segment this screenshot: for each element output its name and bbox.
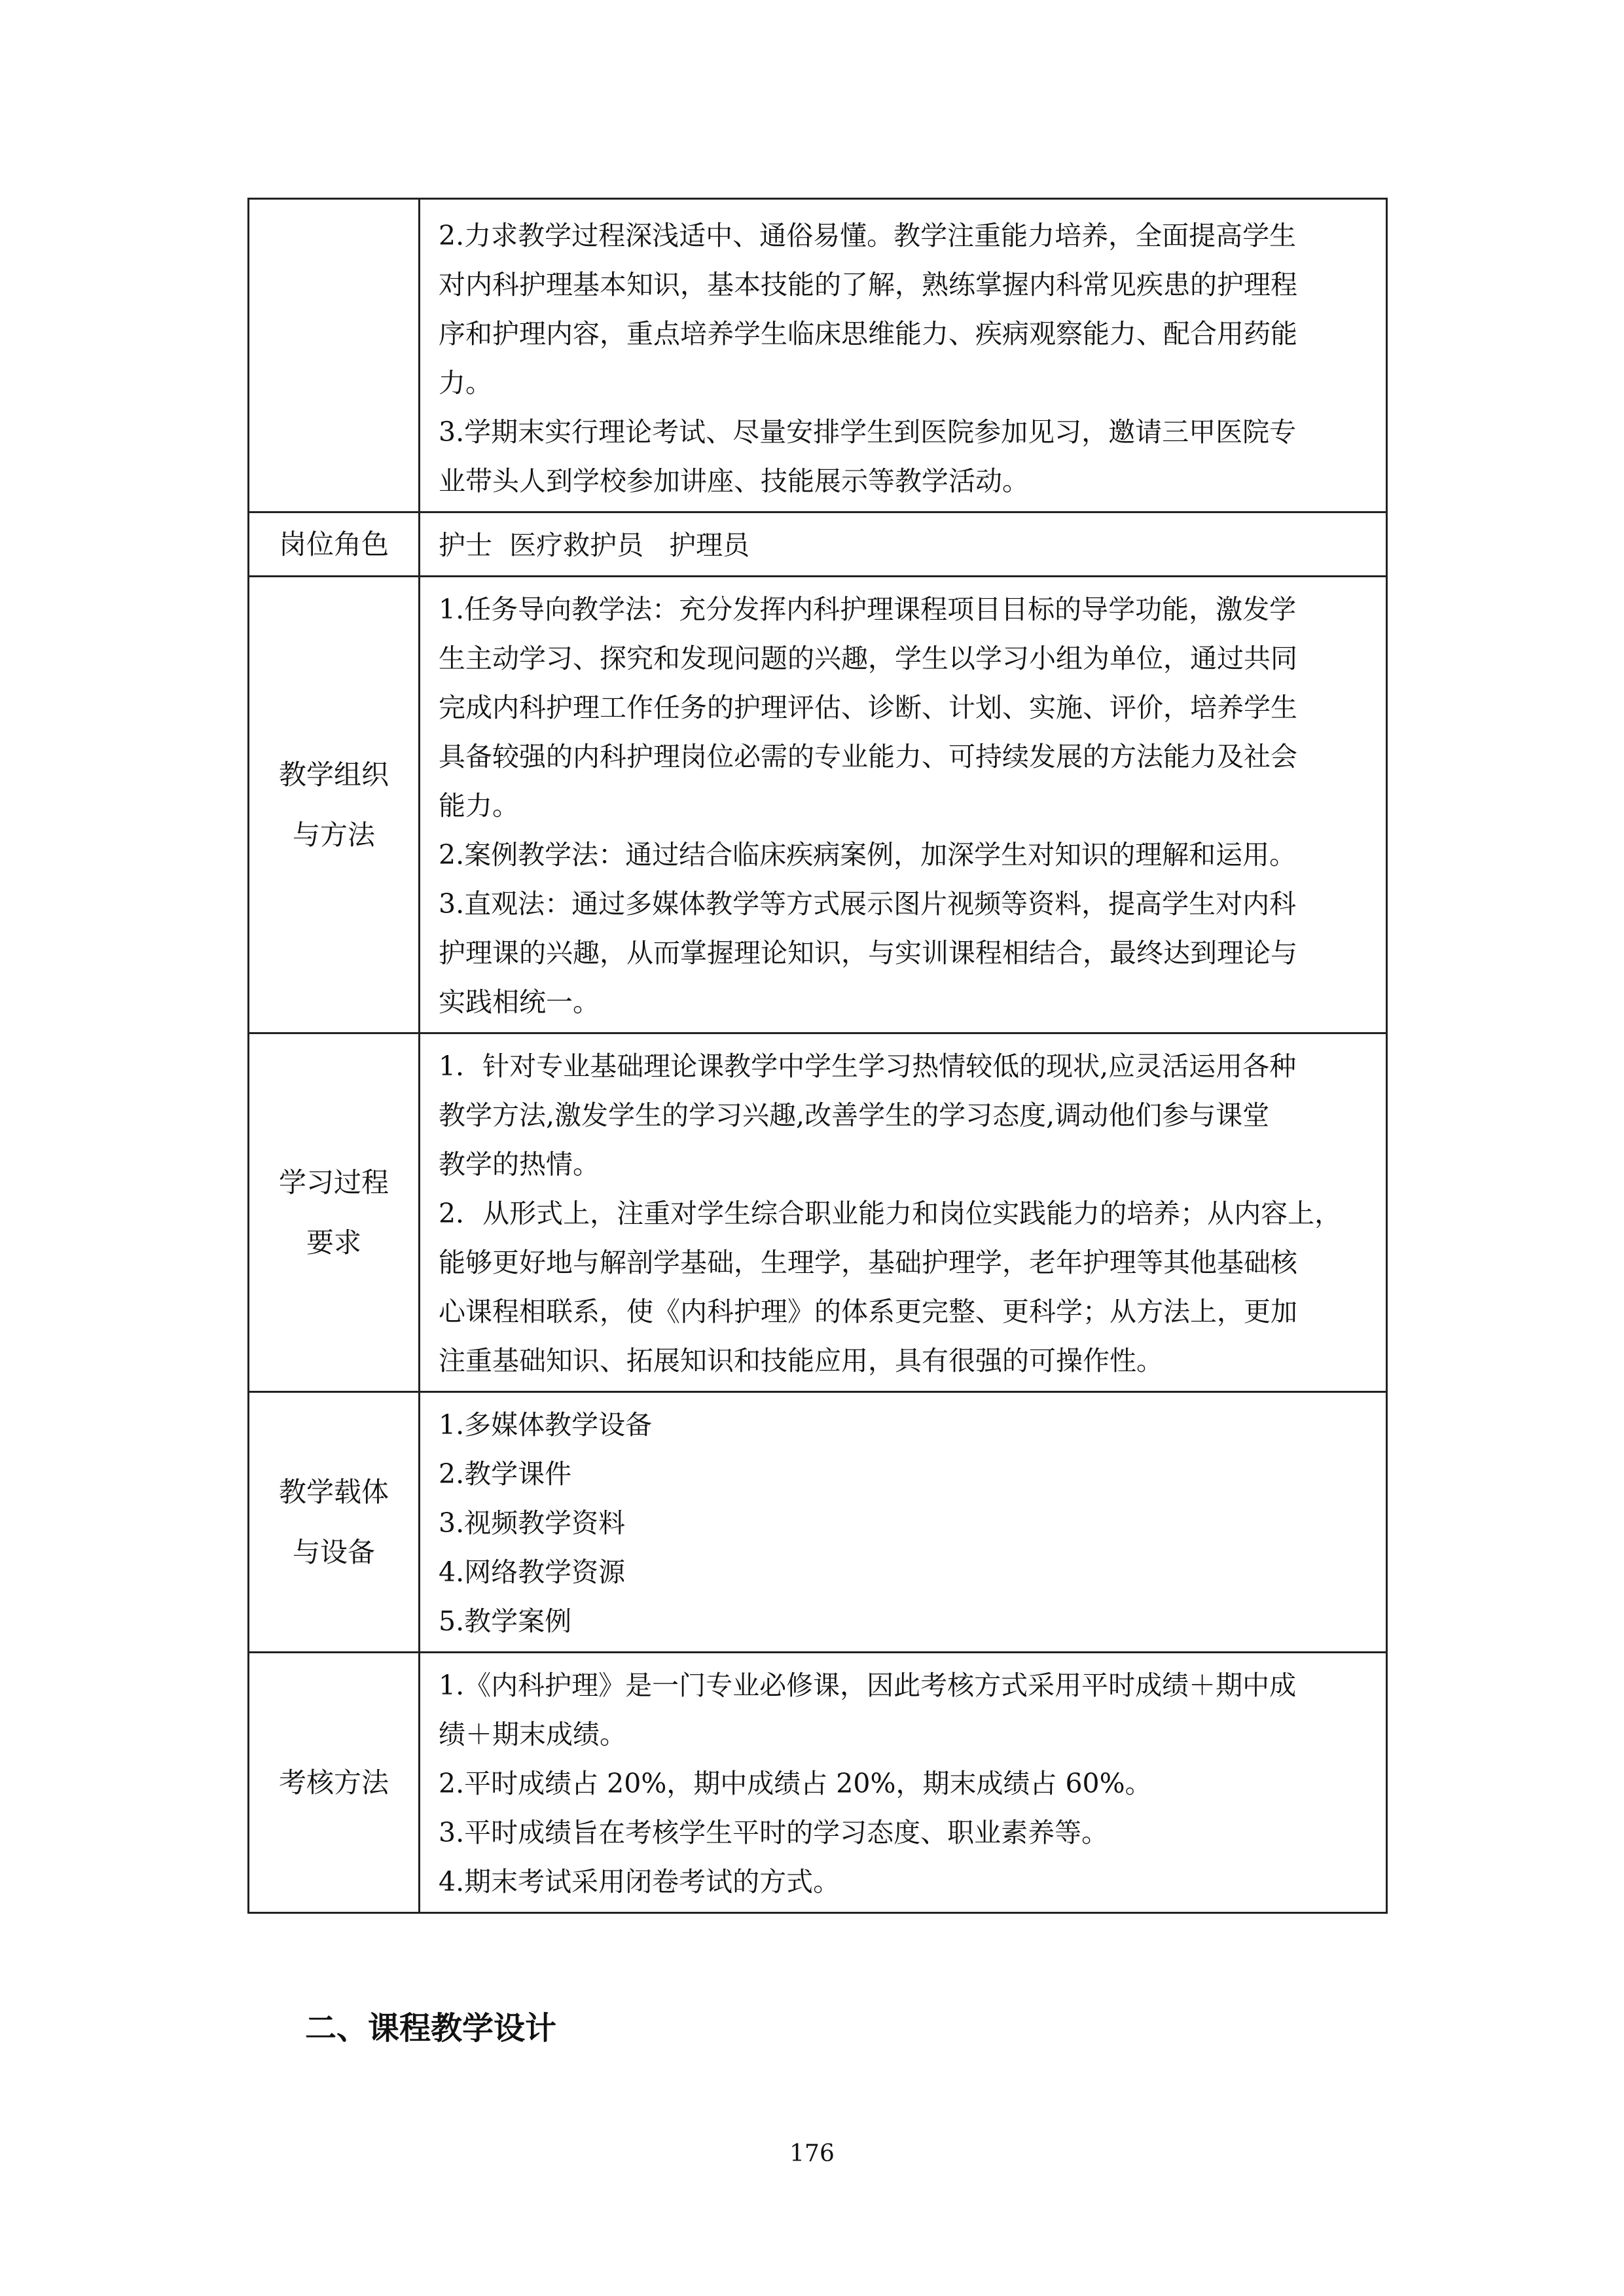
- text-line: 2.平时成绩占 20%，期中成绩占 20%，期末成绩占 60%。: [439, 1768, 1152, 1799]
- row-label: 岗位角色: [249, 512, 420, 577]
- row-label-line: 要求: [306, 1226, 361, 1259]
- table-row: [249, 1392, 1387, 1653]
- text-line: 实践相统一。: [439, 986, 600, 1018]
- table-row: [249, 1653, 1387, 1913]
- page-number: 176: [789, 2140, 835, 2167]
- text-line: 绩＋期末成绩。: [439, 1719, 626, 1750]
- table-row: [249, 199, 1387, 512]
- row-label-line: 学习过程: [278, 1166, 389, 1198]
- text-line: 教学方法,激发学生的学习兴趣,改善学生的学习态度,调动他们参与课堂: [439, 1100, 1270, 1131]
- table-row: [249, 512, 1387, 577]
- text-line: 能够更好地与解剖学基础，生理学，基础护理学，老年护理等其他基础核: [439, 1247, 1297, 1278]
- text-line: 3.学期末实行理论考试、尽量安排学生到医院参加见习，邀请三甲医院专: [439, 416, 1297, 448]
- row-label: [249, 1033, 420, 1392]
- text-line: 3.视频教学资料: [439, 1507, 626, 1539]
- row-label-line: 与设备: [292, 1535, 375, 1568]
- text-line: 具备较强的内科护理岗位必需的专业能力、可持续发展的方法能力及社会: [439, 741, 1297, 772]
- text-line: 1.多媒体教学设备: [439, 1409, 653, 1441]
- text-line: 4.网络教学资源: [439, 1556, 626, 1588]
- text-line: 护士 医疗救护员 护理员: [439, 529, 750, 561]
- section-heading: 二、课程教学设计: [305, 2010, 557, 2047]
- row-label: [249, 1392, 420, 1653]
- text-line: 对内科护理基本知识，基本技能的了解，熟练掌握内科常见疾患的护理程: [439, 269, 1297, 300]
- row-label: 考核方法: [249, 1653, 420, 1913]
- text-line: 5.教学案例: [439, 1605, 572, 1637]
- text-line: 1.任务导向教学法：充分发挥内科护理课程项目目标的导学功能，激发学: [439, 594, 1297, 625]
- text-line: 1．针对专业基础理论课教学中学生学习热情较低的现状,应灵活运用各种: [439, 1050, 1297, 1082]
- text-line: 力。: [439, 367, 492, 399]
- text-line: 3.平时成绩旨在考核学生平时的学习态度、职业素养等。: [439, 1817, 1109, 1848]
- text-line: 教学的热情。: [439, 1149, 600, 1180]
- row-label-line: 与方法: [292, 818, 375, 851]
- text-line: 心课程相联系，使《内科护理》的体系更完整、更科学；从方法上，更加: [439, 1296, 1297, 1327]
- text-line: 2.教学课件: [439, 1458, 572, 1490]
- course-table: [247, 198, 1388, 1914]
- text-line: 1.《内科护理》是一门专业必修课，因此考核方式采用平时成绩＋期中成: [439, 1670, 1297, 1701]
- row-content: [420, 1653, 1387, 1913]
- text-line: 4.期末考试采用闭卷考试的方式。: [439, 1866, 840, 1897]
- row-content: [420, 199, 1387, 512]
- text-line: 完成内科护理工作任务的护理评估、诊断、计划、实施、评价，培养学生: [439, 692, 1297, 723]
- text-line: 护理课的兴趣，从而掌握理论知识，与实训课程相结合，最终达到理论与: [439, 937, 1297, 969]
- row-label-empty: [249, 199, 420, 512]
- row-content: [420, 577, 1387, 1033]
- text-line: 生主动学习、探究和发现问题的兴趣，学生以学习小组为单位，通过共同: [439, 643, 1297, 674]
- table-row: [249, 577, 1387, 1033]
- table-row: [249, 1033, 1387, 1392]
- row-label-line: 教学组织: [278, 758, 389, 791]
- text-line: 序和护理内容，重点培养学生临床思维能力、疾病观察能力、配合用药能: [439, 318, 1297, 350]
- text-line: 2．从形式上，注重对学生综合职业能力和岗位实践能力的培养；从内容上，: [439, 1198, 1342, 1229]
- row-label: [249, 577, 420, 1033]
- text-line: 3.直观法：通过多媒体教学等方式展示图片视频等资料，提高学生对内科: [439, 888, 1297, 920]
- text-line: 业带头人到学校参加讲座、技能展示等教学活动。: [439, 465, 1029, 497]
- row-content: [420, 1033, 1387, 1392]
- text-line: 注重基础知识、拓展知识和技能应用，具有很强的可操作性。: [439, 1345, 1163, 1376]
- text-line: 能力。: [439, 790, 519, 821]
- row-content: [420, 1392, 1387, 1653]
- row-label-line: 教学载体: [278, 1475, 389, 1508]
- text-line: 2.案例教学法：通过结合临床疾病案例，加深学生对知识的理解和运用。: [439, 839, 1297, 870]
- row-content: [420, 512, 1387, 577]
- text-line: 2.力求教学过程深浅适中、通俗易懂。教学注重能力培养，全面提高学生: [439, 220, 1297, 251]
